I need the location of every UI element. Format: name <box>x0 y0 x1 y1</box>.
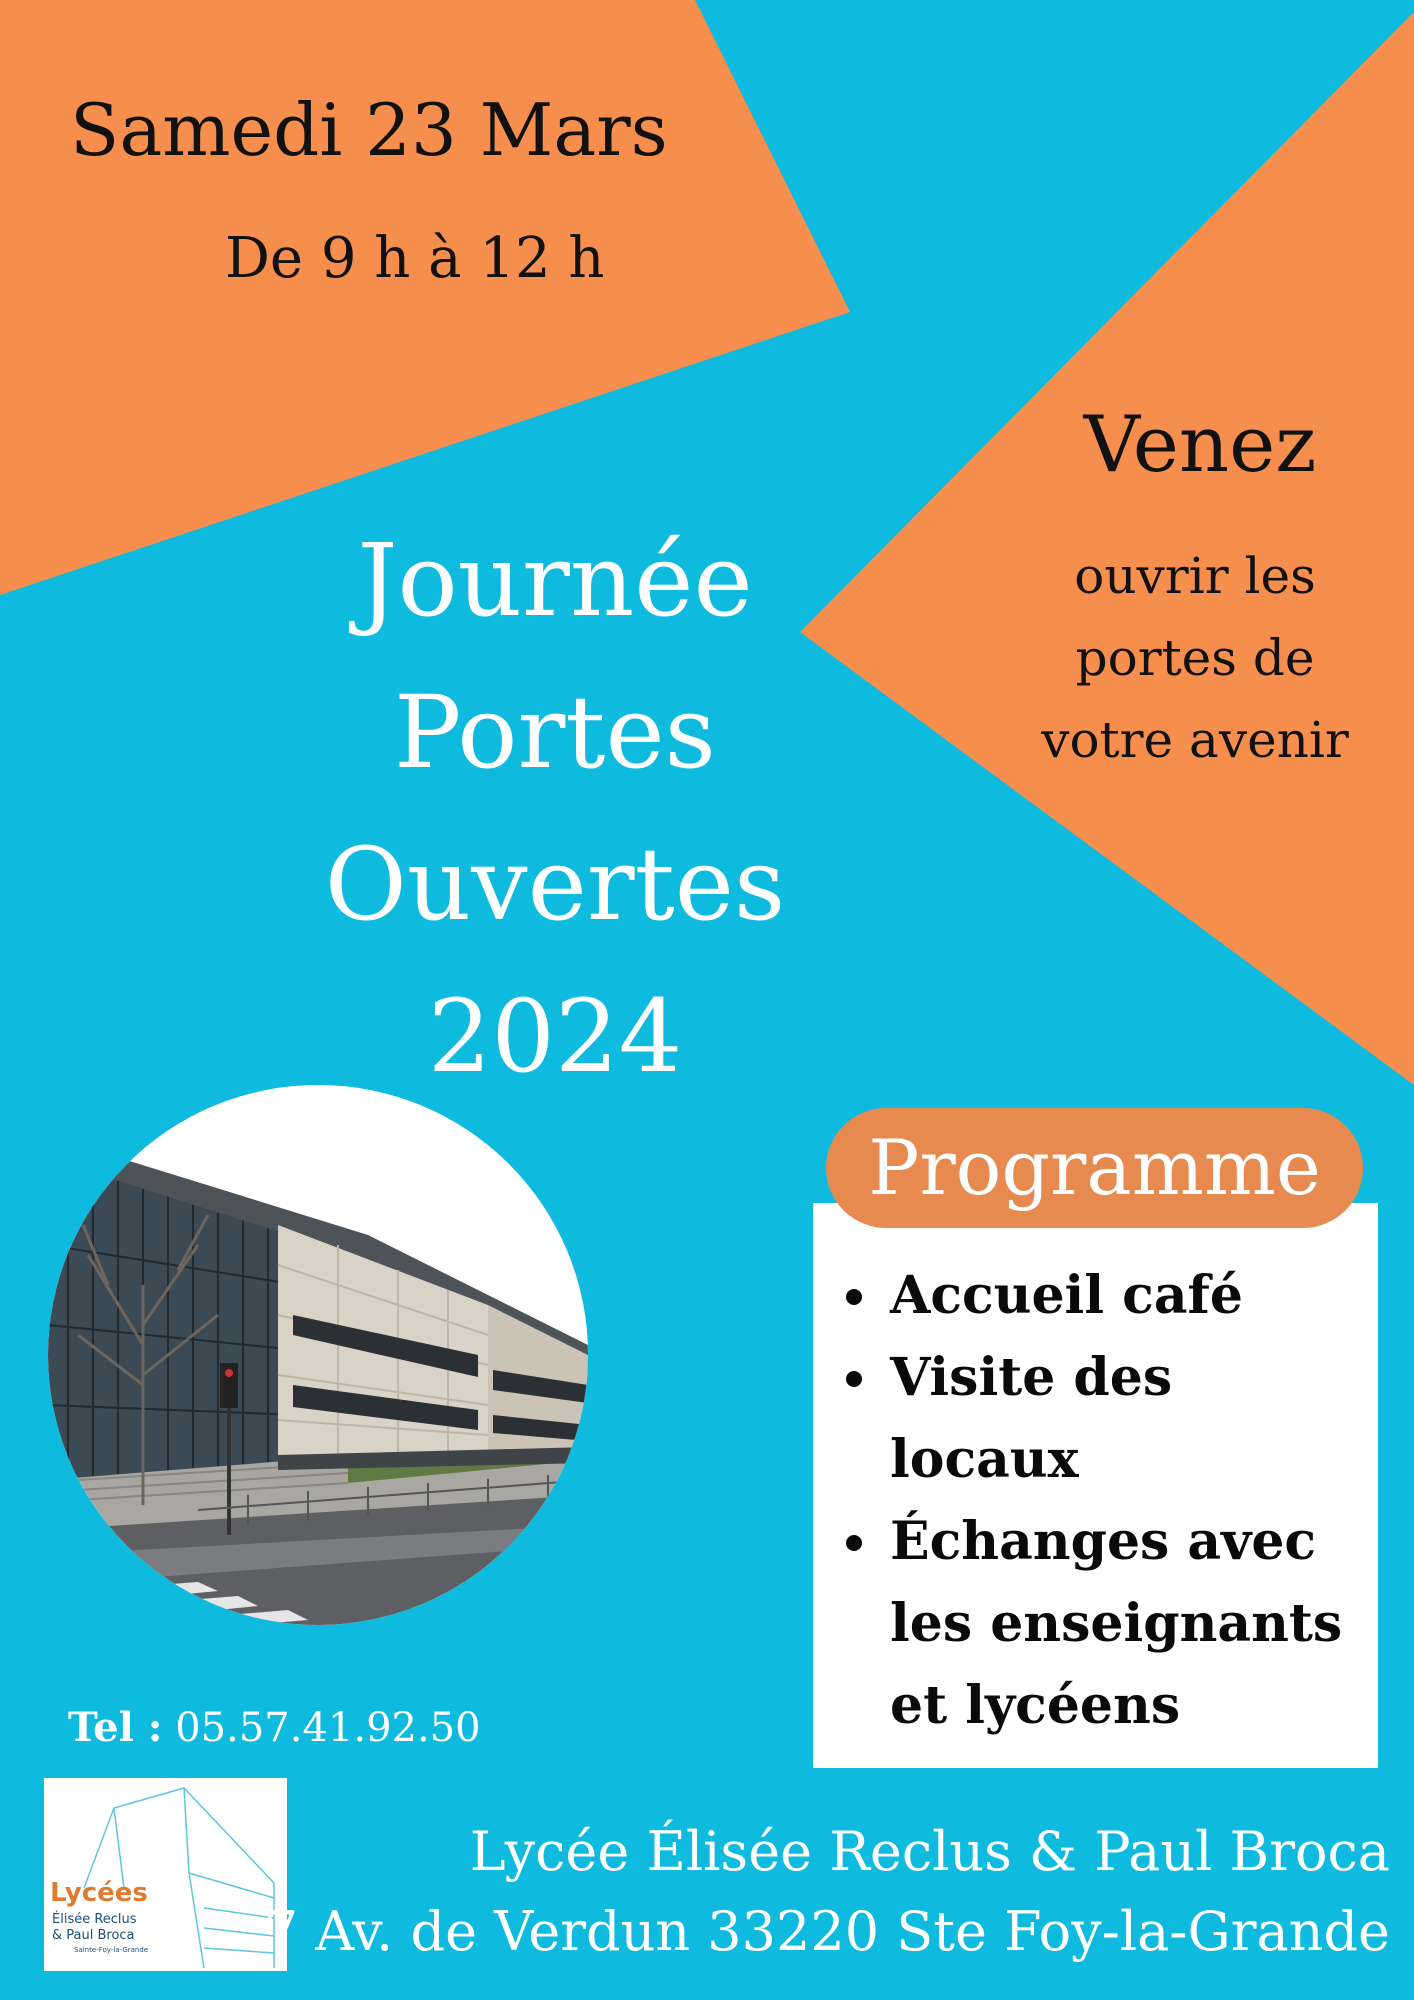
phone-label: Tel : <box>68 1704 163 1751</box>
logo-name: Lycées <box>50 1878 148 1908</box>
title-line: Portes <box>394 674 716 791</box>
title-line: Journée <box>357 522 753 639</box>
event-date: Samedi 23 Mars <box>70 88 668 172</box>
school-logo <box>44 1778 287 1971</box>
programme-item-label: Visite des locaux <box>890 1347 1173 1490</box>
phone-number: 05.57.41.92.50 <box>175 1705 481 1751</box>
tagline-line: ouvrir les <box>1074 547 1316 605</box>
logo-line: & Paul Broca <box>52 1928 135 1943</box>
programme-item <box>840 1255 1370 1337</box>
tagline-line: portes de <box>1075 629 1315 687</box>
bullet-icon <box>846 1371 862 1387</box>
invite-heading: Venez <box>1083 400 1317 490</box>
logo-line: Élisée Reclus <box>52 1912 137 1927</box>
title-line: Ouvertes <box>324 826 786 943</box>
event-hours: De 9 h à 12 h <box>225 226 605 291</box>
programme-list <box>840 1255 1370 1747</box>
building-illustration <box>48 1085 588 1625</box>
school-building-photo <box>48 1085 588 1625</box>
school-address: 7 Av. de Verdun 33220 Ste Foy-la-Grande <box>263 1900 1390 1963</box>
tagline-line: votre avenir <box>1041 711 1349 769</box>
logo-line: Sainte-Foy-la-Grande <box>74 1946 149 1954</box>
title-line: 2024 <box>427 978 683 1095</box>
programme-heading: Programme <box>826 1108 1363 1228</box>
event-title <box>280 505 830 1113</box>
programme-item-label: Échanges avec les enseignants et lycéens <box>890 1511 1343 1736</box>
invite-tagline <box>1010 535 1380 781</box>
bullet-icon <box>846 1289 862 1305</box>
contact-phone <box>68 1704 481 1751</box>
bullet-icon <box>846 1535 862 1551</box>
programme-item <box>840 1337 1370 1501</box>
programme-item <box>840 1501 1370 1747</box>
school-name: Lycée Élisée Reclus & Paul Broca <box>469 1820 1390 1883</box>
programme-item-label: Accueil café <box>890 1265 1243 1326</box>
